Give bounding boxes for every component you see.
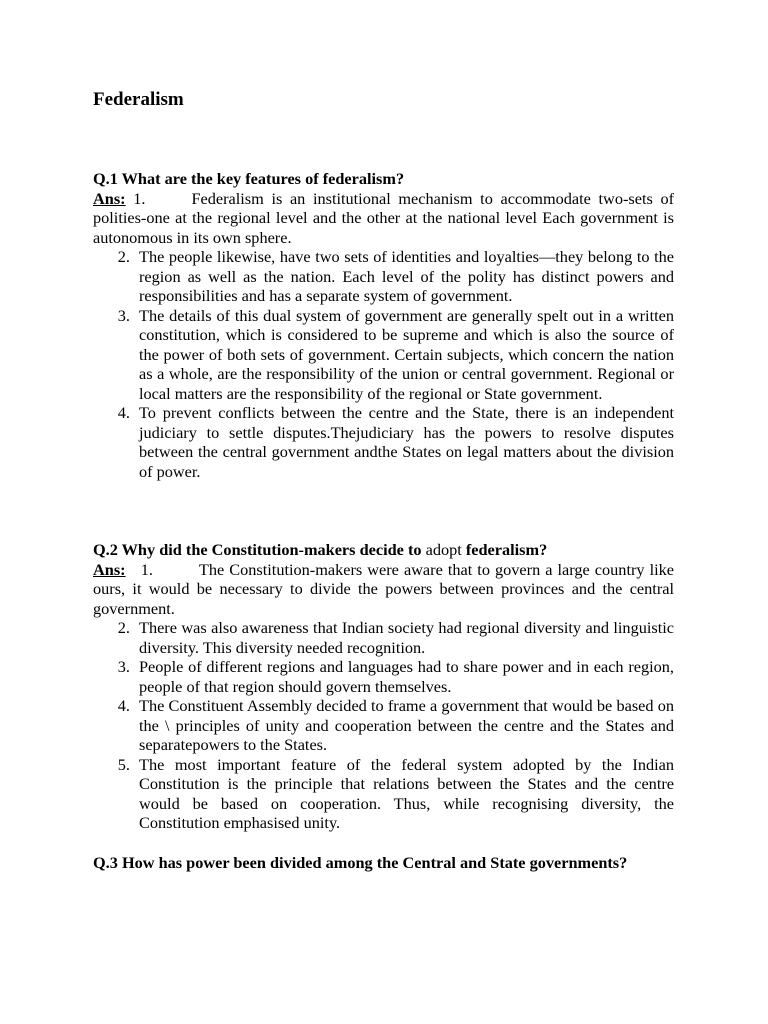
question-1-section — [93, 169, 674, 481]
answer-2-item-number: 1. — [140, 559, 153, 579]
list-item-text: The details of this dual system of government are generally spelt out in a written constitution, which is considered to be supreme and which is also the source of the power of both sets of government. Certain subjects, which concern the nation as a whole, are the responsibility of the union or central government. Regional or local matters are the responsibility of the regional or State government. — [139, 305, 674, 403]
answer-label: Ans: — [93, 188, 126, 208]
list-item — [93, 657, 674, 696]
list-item-text: The Constituent Assembly decided to frame a government that would be based on the \ principles of unity and cooperation between the centre and the States and separatepowers to the States. — [139, 696, 674, 754]
list-item — [93, 403, 674, 481]
question-2-heading-part-1: Q.2 Why did the Constitution-makers decide to — [93, 540, 422, 559]
answer-1-list — [93, 247, 674, 481]
question-2-heading-part-3: federalism? — [465, 540, 548, 559]
answer-1-item-number: 1. — [133, 188, 146, 208]
list-item — [93, 755, 674, 833]
list-item — [93, 247, 674, 306]
answer-2-intro — [93, 560, 674, 619]
question-2-heading-part-2: adopt — [425, 540, 462, 559]
question-3-section — [93, 853, 674, 873]
question-2-section — [93, 540, 674, 833]
list-item — [93, 618, 674, 657]
list-item-text: To prevent conflicts between the centre and the State, there is an independent judiciary to settle disputes.Thejudiciary has the powers to resolve disputes between the central government andthe States on legal matters about the division of power. — [139, 403, 674, 481]
list-item-number: 3. — [117, 305, 130, 325]
list-item-number: 4. — [117, 403, 130, 422]
answer-2-item-text: The Constitution-makers were aware that to govern a large country like ours, it would be necessary to divide the powers between provinces and the central government. — [93, 559, 674, 618]
list-item-number: 5. — [117, 754, 130, 774]
list-item — [93, 306, 674, 404]
list-item-text: The most important feature of the federal system adopted by the Indian Constitution is the principle that relations between the States and the centre would be based on cooperation. Thus, while recognising diversity, the Constitution emphasised unity. — [139, 754, 674, 832]
question-3-heading: Q.3 How has power been divided among the Central and State governments? — [93, 853, 628, 872]
answer-label: Ans: — [93, 559, 126, 579]
answer-2-list — [93, 618, 674, 833]
question-1-heading: Q.1 What are the key features of federalism? — [93, 169, 405, 188]
page-title: Federalism — [93, 89, 184, 110]
list-item-number: 4. — [117, 696, 130, 715]
answer-1-item-text: Federalism is an institutional mechanism to accommodate two-sets of polities-one at the regional level and the other at the national level Each government is autonomous in its own sphere. — [93, 188, 675, 247]
list-item-number: 3. — [117, 657, 130, 676]
list-item-text: People of different regions and languages had to share power and in each region, people of that region should govern themselves. — [139, 657, 674, 696]
answer-1-intro — [93, 189, 674, 248]
list-item — [93, 696, 674, 755]
list-item-number: 2. — [117, 618, 130, 637]
list-item-text: There was also awareness that Indian society had regional diversity and linguistic diversity. This diversity needed recognition. — [139, 618, 674, 657]
list-item-text: The people likewise, have two sets of identities and loyalties—they belong to the region as well as the nation. Each level of the polity has distinct powers and responsibilities and has a separate system of government. — [139, 247, 674, 305]
list-item-number: 2. — [117, 247, 130, 266]
question-2-heading — [93, 540, 674, 560]
